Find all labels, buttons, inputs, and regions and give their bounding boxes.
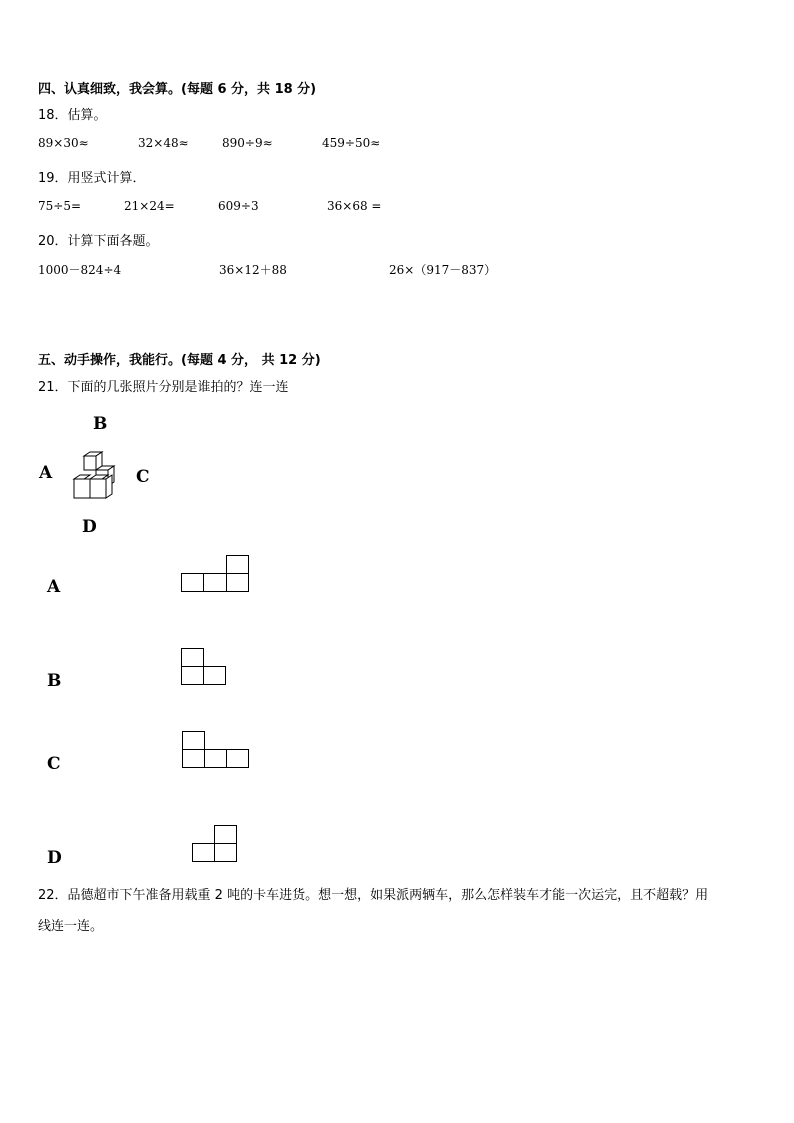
q19-label: 19．用竖式计算．	[38, 171, 146, 186]
view-a-cell	[203, 573, 227, 592]
q22-text-line2: 线连一连。	[38, 919, 104, 934]
view-c-cell	[182, 731, 205, 750]
q20-item-2: 36×12＋88	[219, 263, 287, 277]
q18-item-1: 89×30≈	[38, 136, 89, 150]
q20-item-3: 26×（917－837）	[389, 263, 497, 277]
q18-label: 18．估算。	[38, 108, 107, 123]
view-label-a: A	[47, 577, 61, 597]
q19-item-1: 75÷5=	[38, 199, 82, 213]
q18-item-3: 890÷9≈	[222, 136, 273, 150]
cube-stack-figure	[70, 448, 120, 503]
view-a-cell	[226, 573, 249, 592]
q20-label: 20．计算下面各题。	[38, 234, 159, 249]
section5-heading: 五、动手操作，我能行。(每题 4 分， 共 12 分)	[38, 353, 321, 368]
cube-label-top: B	[93, 414, 108, 434]
q20-item-1: 1000－824÷4	[38, 263, 122, 277]
section4-heading: 四、认真细致，我会算。(每题 6 分，共 18 分)	[38, 82, 317, 97]
view-d-cell	[214, 843, 237, 862]
view-b-cell	[203, 666, 226, 685]
view-a-cell	[181, 573, 204, 592]
view-b-cell	[181, 648, 204, 667]
cube-label-bottom: D	[82, 517, 97, 537]
view-c-cell	[182, 749, 205, 768]
view-d-cell	[192, 843, 215, 862]
cube-label-right: C	[136, 467, 150, 487]
q21-label: 21．下面的几张照片分别是谁拍的？连一连	[38, 380, 289, 395]
q18-item-2: 32×48≈	[138, 136, 189, 150]
view-c-cell	[204, 749, 227, 768]
q19-item-3: 609÷3	[218, 199, 259, 213]
view-b-cell	[181, 666, 204, 685]
q19-item-4: 36×68 =	[327, 199, 382, 213]
view-label-d: D	[47, 848, 62, 868]
q18-item-4: 459÷50≈	[322, 136, 381, 150]
view-a-cell	[226, 555, 249, 574]
q22-text-line1: 22．品德超市下午准备用载重 2 吨的卡车进货。想一想，如果派两辆车，那么怎样装车才能一次运完，且不超载？用	[38, 888, 709, 903]
view-d-cell	[214, 825, 237, 844]
q19-item-2: 21×24=	[124, 199, 175, 213]
view-label-c: C	[47, 754, 61, 774]
cube-label-left: A	[39, 463, 53, 483]
view-label-b: B	[47, 671, 62, 691]
view-c-cell	[226, 749, 249, 768]
